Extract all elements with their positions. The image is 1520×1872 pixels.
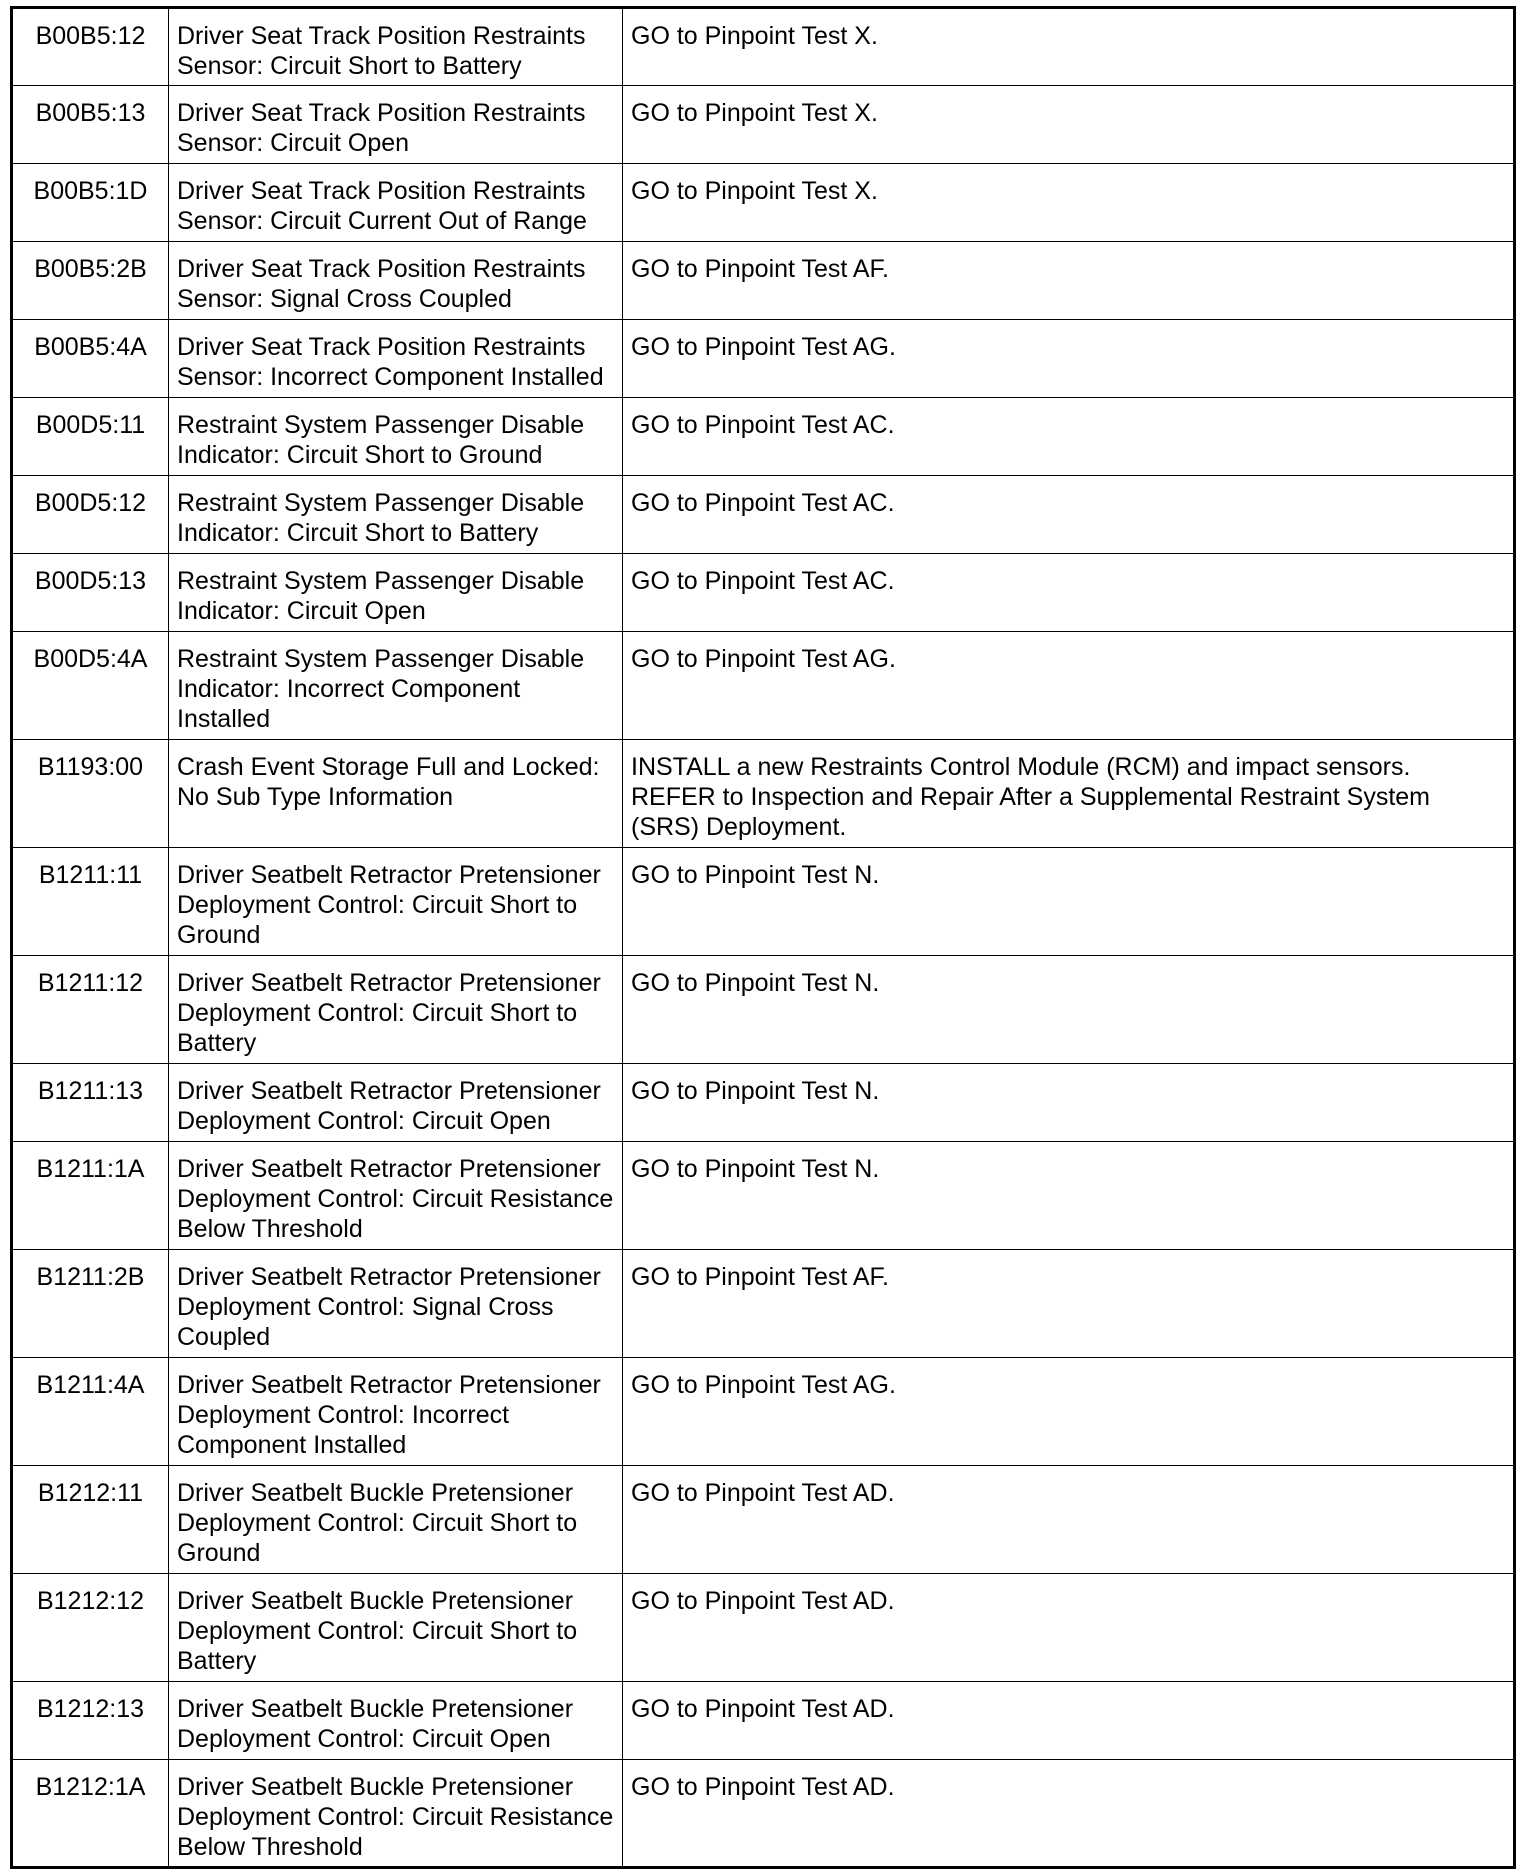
dtc-action-cell: GO to Pinpoint Test AD.	[623, 1760, 1515, 1868]
dtc-code-cell: B00D5:11	[12, 398, 169, 476]
dtc-description-cell: Restraint System Passenger Disable Indicator: Circuit Open	[169, 554, 623, 632]
dtc-code-cell: B1212:1A	[12, 1760, 169, 1868]
dtc-code-cell: B1211:11	[12, 848, 169, 956]
table-row	[12, 1574, 1515, 1682]
dtc-description-cell: Restraint System Passenger Disable Indicator: Circuit Short to Battery	[169, 476, 623, 554]
dtc-description-cell: Driver Seatbelt Retractor Pretensioner Deployment Control: Circuit Short to Battery	[169, 956, 623, 1064]
dtc-code-cell: B1211:4A	[12, 1358, 169, 1466]
dtc-description-cell: Driver Seatbelt Retractor Pretensioner Deployment Control: Circuit Short to Ground	[169, 848, 623, 956]
dtc-description-cell: Restraint System Passenger Disable Indicator: Circuit Short to Ground	[169, 398, 623, 476]
dtc-description-cell: Restraint System Passenger Disable Indicator: Incorrect Component Installed	[169, 632, 623, 740]
dtc-code-cell: B1211:12	[12, 956, 169, 1064]
dtc-action-cell: GO to Pinpoint Test AF.	[623, 242, 1515, 320]
dtc-code-cell: B00D5:13	[12, 554, 169, 632]
dtc-description-cell: Crash Event Storage Full and Locked: No Sub Type Information	[169, 740, 623, 848]
dtc-code-cell: B00B5:4A	[12, 320, 169, 398]
dtc-description-cell: Driver Seat Track Position Restraints Sensor: Signal Cross Coupled	[169, 242, 623, 320]
dtc-action-cell: GO to Pinpoint Test X.	[623, 8, 1515, 86]
dtc-action-cell: GO to Pinpoint Test AD.	[623, 1574, 1515, 1682]
dtc-description-cell: Driver Seat Track Position Restraints Sensor: Incorrect Component Installed	[169, 320, 623, 398]
dtc-action-cell: GO to Pinpoint Test AD.	[623, 1682, 1515, 1760]
dtc-code-cell: B00B5:12	[12, 8, 169, 86]
dtc-code-cell: B1211:2B	[12, 1250, 169, 1358]
dtc-description-cell: Driver Seatbelt Buckle Pretensioner Deployment Control: Circuit Short to Ground	[169, 1466, 623, 1574]
dtc-code-cell: B1193:00	[12, 740, 169, 848]
dtc-table	[10, 6, 1516, 1869]
dtc-action-cell: GO to Pinpoint Test AG.	[623, 320, 1515, 398]
table-row	[12, 1064, 1515, 1142]
dtc-description-cell: Driver Seat Track Position Restraints Sensor: Circuit Short to Battery	[169, 8, 623, 86]
dtc-action-cell: INSTALL a new Restraints Control Module (RCM) and impact sensors. REFER to Inspection and Repair After a Supplemental Restraint System (SRS) Deployment.	[623, 740, 1515, 848]
table-row	[12, 632, 1515, 740]
dtc-code-cell: B00D5:4A	[12, 632, 169, 740]
dtc-action-cell: GO to Pinpoint Test N.	[623, 1142, 1515, 1250]
table-row	[12, 1682, 1515, 1760]
dtc-action-cell: GO to Pinpoint Test AG.	[623, 1358, 1515, 1466]
table-row	[12, 86, 1515, 164]
dtc-code-cell: B1211:1A	[12, 1142, 169, 1250]
dtc-action-cell: GO to Pinpoint Test N.	[623, 956, 1515, 1064]
dtc-action-cell: GO to Pinpoint Test N.	[623, 848, 1515, 956]
dtc-description-cell: Driver Seatbelt Retractor Pretensioner Deployment Control: Incorrect Component Installed	[169, 1358, 623, 1466]
dtc-code-cell: B00B5:1D	[12, 164, 169, 242]
table-row	[12, 1760, 1515, 1868]
dtc-action-cell: GO to Pinpoint Test AG.	[623, 632, 1515, 740]
dtc-description-cell: Driver Seatbelt Retractor Pretensioner Deployment Control: Signal Cross Coupled	[169, 1250, 623, 1358]
dtc-description-cell: Driver Seat Track Position Restraints Sensor: Circuit Open	[169, 86, 623, 164]
dtc-action-cell: GO to Pinpoint Test AF.	[623, 1250, 1515, 1358]
table-row	[12, 1250, 1515, 1358]
table-row	[12, 1142, 1515, 1250]
table-row	[12, 8, 1515, 86]
table-row	[12, 320, 1515, 398]
dtc-description-cell: Driver Seatbelt Buckle Pretensioner Deployment Control: Circuit Resistance Below Threshold	[169, 1760, 623, 1868]
table-row	[12, 740, 1515, 848]
dtc-code-cell: B1212:11	[12, 1466, 169, 1574]
dtc-action-cell: GO to Pinpoint Test N.	[623, 1064, 1515, 1142]
dtc-table-body	[12, 8, 1515, 1868]
dtc-action-cell: GO to Pinpoint Test X.	[623, 164, 1515, 242]
table-row	[12, 242, 1515, 320]
dtc-description-cell: Driver Seatbelt Buckle Pretensioner Deployment Control: Circuit Short to Battery	[169, 1574, 623, 1682]
table-row	[12, 398, 1515, 476]
dtc-code-cell: B00B5:2B	[12, 242, 169, 320]
table-row	[12, 848, 1515, 956]
dtc-action-cell: GO to Pinpoint Test AD.	[623, 1466, 1515, 1574]
dtc-description-cell: Driver Seat Track Position Restraints Sensor: Circuit Current Out of Range	[169, 164, 623, 242]
dtc-code-cell: B1211:13	[12, 1064, 169, 1142]
table-row	[12, 476, 1515, 554]
dtc-action-cell: GO to Pinpoint Test AC.	[623, 398, 1515, 476]
dtc-action-cell: GO to Pinpoint Test AC.	[623, 554, 1515, 632]
dtc-description-cell: Driver Seatbelt Buckle Pretensioner Deployment Control: Circuit Open	[169, 1682, 623, 1760]
table-row	[12, 554, 1515, 632]
table-row	[12, 956, 1515, 1064]
dtc-code-cell: B00D5:12	[12, 476, 169, 554]
dtc-description-cell: Driver Seatbelt Retractor Pretensioner Deployment Control: Circuit Open	[169, 1064, 623, 1142]
dtc-description-cell: Driver Seatbelt Retractor Pretensioner Deployment Control: Circuit Resistance Below Threshold	[169, 1142, 623, 1250]
dtc-code-cell: B1212:13	[12, 1682, 169, 1760]
table-row	[12, 164, 1515, 242]
dtc-code-cell: B1212:12	[12, 1574, 169, 1682]
dtc-action-cell: GO to Pinpoint Test AC.	[623, 476, 1515, 554]
table-row	[12, 1358, 1515, 1466]
table-row	[12, 1466, 1515, 1574]
dtc-code-cell: B00B5:13	[12, 86, 169, 164]
dtc-action-cell: GO to Pinpoint Test X.	[623, 86, 1515, 164]
